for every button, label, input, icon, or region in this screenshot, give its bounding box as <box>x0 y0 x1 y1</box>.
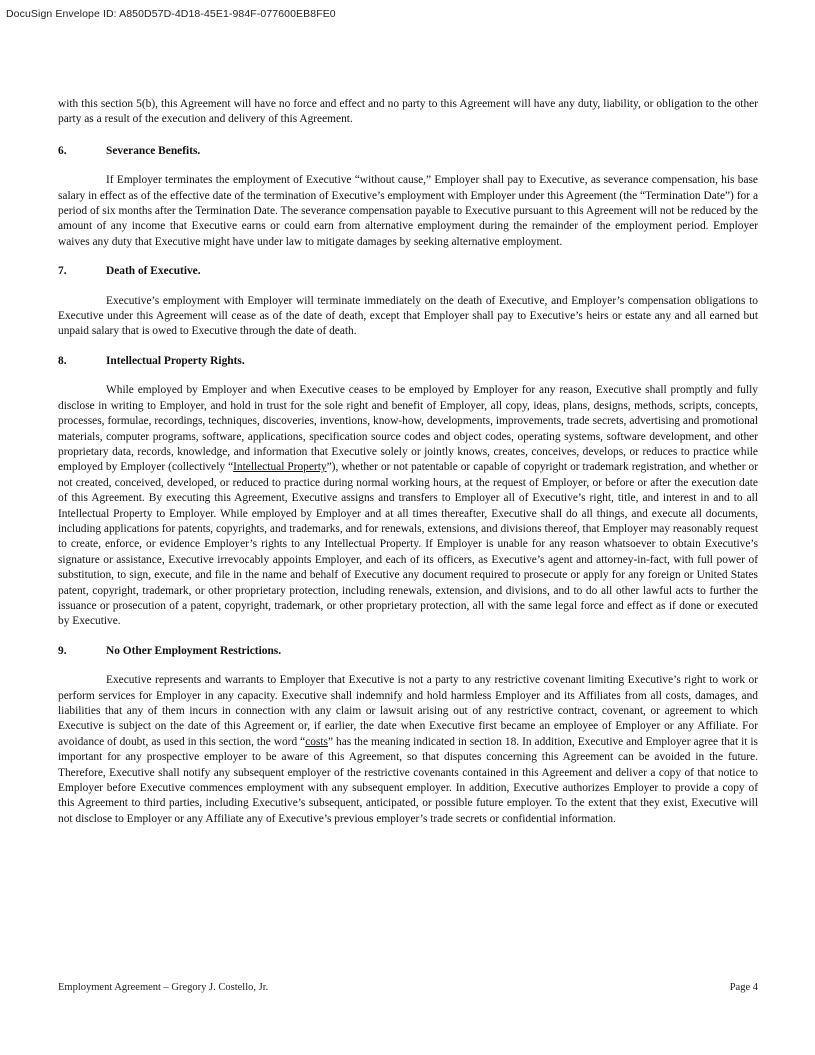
section-title: Death of Executive. <box>106 265 201 278</box>
body-text-part: ” has the meaning indicated in section 18. In addition, Executive and Employer agree that it is important for any prospective employer to be aware of this Agreement, so that disputes concerning this Agreement can be avoided in the future. Therefore, Executive shall notify any subsequent employer of the restrictive covenants contained in this Agreement and deliver a copy of that notice to Employer before Executive commences employment with any subsequent employer. In addition, Executive authorizes Employer to provide a copy of this Agreement to third parties, including Executive’s subsequent, anticipated, or possible future employer. To the extent that they exist, Executive will not disclose to Employer or any Affiliate any of Executive’s previous employer’s trade secrets or confidential information. <box>58 735 758 825</box>
body-text-part: ”), whether or not patentable or capable of copyright or trademark registration, and whether or not created, conceived, developed, or reduced to practice during normal working hours, at the request of Employer, or before or after the execution date of this Agreement. By executing this Agreement, Executive assigns and transfers to Employer all of Executive’s right, title, and interest in and to all Intellectual Property to Employer. While employed by Employer and at all times thereafter, Executive shall do all things, and execute all documents, including applications for patents, copyrights, and trademarks, and for renewals, extensions, and divisions thereof, that Employer may reasonably request to create, enforce, or evidence Employer’s rights to any Intellectual Property. If Employer is unable for any reason whatsoever to obtain Executive’s signature or assistance, Executive irrevocably appoints Employer, and each of its officers, as Executive’s agent and attorney-in-fact, with full power of substitution, to sign, execute, and file in the name and behalf of Executive any document required to prosecute or apply for any foreign or United States patent, copyright, trademark, or other proprietary protection, including renewals, extension, and divisions, and to do all other lawful acts to further the issuance or prosecution of a patent, copyright, trademark, or other proprietary protection, all with the same legal force and effect as if done or executed by Executive. <box>58 461 758 628</box>
page-number: Page 4 <box>729 982 758 993</box>
defined-term: costs <box>305 735 328 748</box>
section-heading <box>58 264 758 279</box>
section-heading <box>58 144 758 159</box>
document-body <box>58 97 758 841</box>
defined-term: Intellectual Property <box>233 461 327 474</box>
docusign-envelope-id: DocuSign Envelope ID: A850D57D-4D18-45E1-984F-077600EB8FE0 <box>6 8 336 20</box>
section-title: Severance Benefits. <box>106 144 201 157</box>
body-text-part: Executive represents and warrants to Employer that Executive is not a party to any restrictive covenant limiting Executive’s right to work or perform services for Employer in any capacity. Executive shall indemnify and hold harmless Employer and its Affiliates from all costs, damages, and liabilities that any of them incurs in connection with any claim or lawsuit arising out of any restrictive contract, covenant, or agreement to which Executive is subject on the date of this Agreement or, if earlier, the date when Executive first became an employee of Employer or any Affiliate. For avoidance of doubt, as used in this section, the word “ <box>58 674 758 748</box>
section-body: Executive’s employment with Employer will terminate immediately on the death of Executive, and Employer’s compensation obligations to Executive under this Agreement will cease as of the date of death, except that Employer shall pay to Executive’s heirs or estate any and all earned but unpaid salary that is owed to Executive through the date of death. <box>58 294 758 338</box>
section-number: 6. <box>58 144 67 157</box>
section-number: 9. <box>58 644 67 657</box>
section-title: Intellectual Property Rights. <box>106 354 245 367</box>
section-heading <box>58 644 758 659</box>
section-6-severance <box>58 144 758 250</box>
section-heading <box>58 354 758 369</box>
section-9-no-other-restrictions <box>58 644 758 827</box>
section-number: 7. <box>58 265 67 278</box>
section-8-intellectual-property <box>58 354 758 630</box>
section-7-death <box>58 264 758 340</box>
section-body <box>58 673 758 827</box>
section-body <box>58 383 758 630</box>
continuation-paragraph: with this section 5(b), this Agreement will have no force and effect and no party to this Agreement will have any duty, liability, or obligation to the other party as a result of the execution and delivery of this Agreement. <box>58 98 758 126</box>
page-footer <box>58 982 758 993</box>
body-text-part: While employed by Employer and when Executive ceases to be employed by Employer for any reason, Executive shall promptly and fully disclose in writing to Employer, and hold in trust for the sole right and benefit of Employer, all copy, ideas, plans, designs, methods, scripts, concepts, processes, formulae, recordings, techniques, discoveries, inventions, know-how, developments, improvements, trade secrets, advertising and promotional materials, computer programs, software, applications, specification source codes and object codes, operating systems, software development, and other proprietary data, records, knowledge, and information that Executive solely or jointly knows, creates, conceives, develops, or reduces to practice while employed by Employer (collectively “ <box>58 384 758 474</box>
section-body: If Employer terminates the employment of Executive “without cause,” Employer shall pay to Executive, as severance compensation, his base salary in effect as of the effective date of the termination of Executive’s employment with Employer under this Agreement (the “Termination Date”) for a period of six months after the Termination Date. The severance compensation payable to Executive pursuant to this Agreement will not be reduced by the amount of any income that Executive earns or could earn from alternative employment during the remainder of the employment period. Employer waives any duty that Executive might have under law to mitigate damages by seeking alternative employment. <box>58 174 758 248</box>
footer-document-title: Employment Agreement – Gregory J. Costello, Jr. <box>58 982 269 993</box>
section-number: 8. <box>58 354 67 367</box>
section-title: No Other Employment Restrictions. <box>106 644 282 657</box>
